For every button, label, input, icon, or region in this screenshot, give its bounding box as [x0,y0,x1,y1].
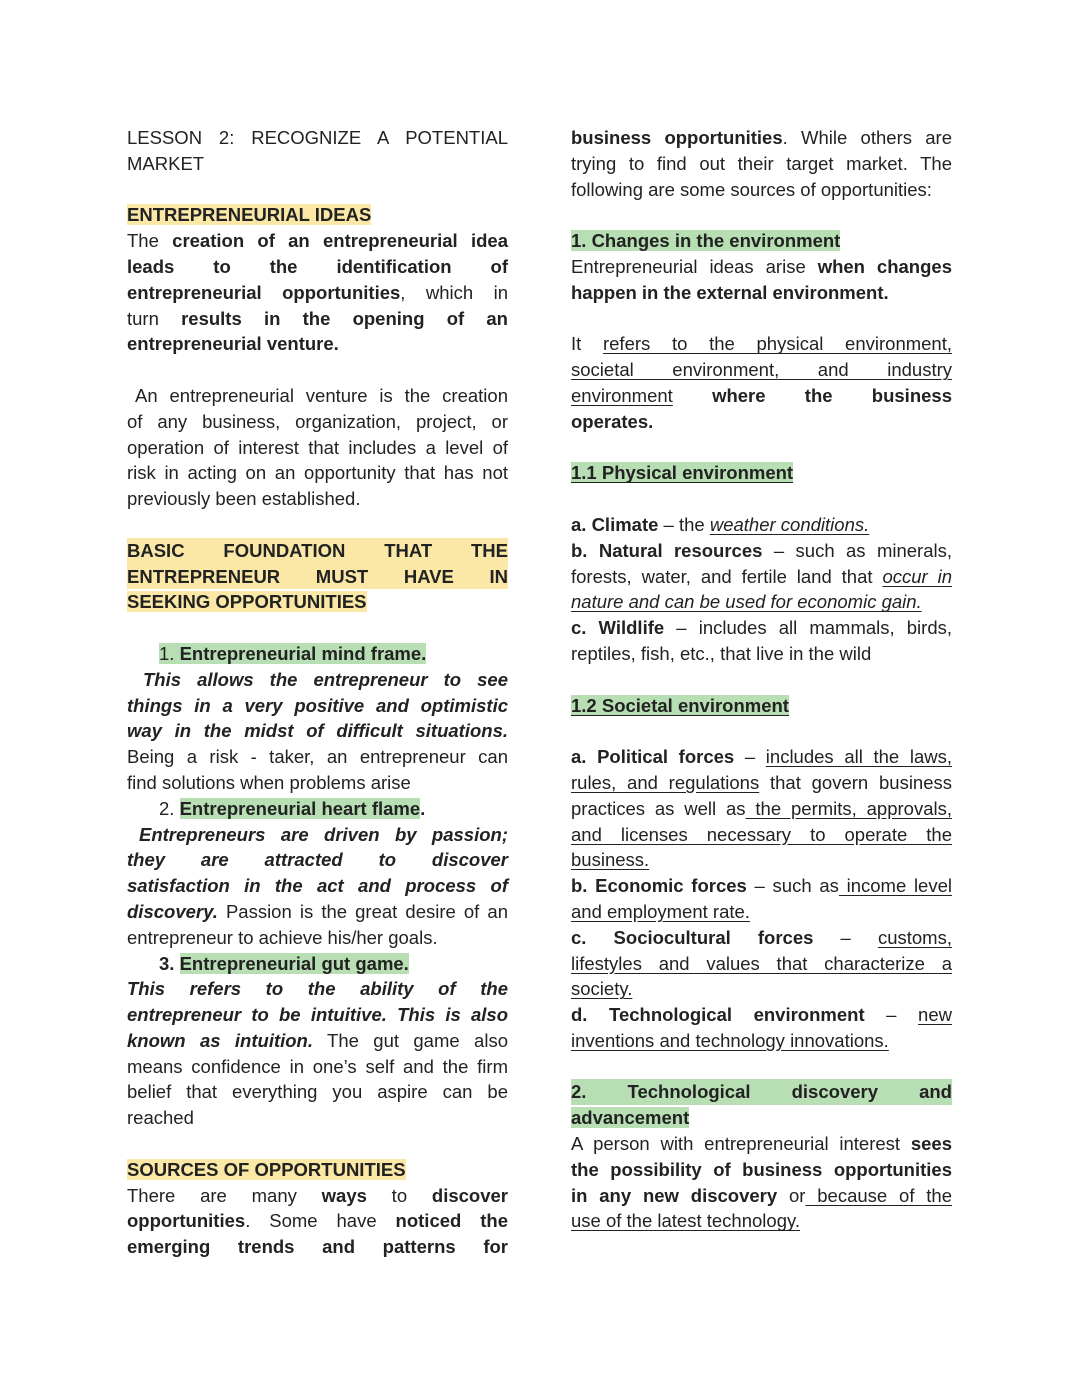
entrepreneurial-ideas-heading: ENTREPRENEURIAL IDEAS [127,204,372,226]
heart-flame-italic-2: they are attracted to discover [127,849,508,871]
gut-game-plain-3: reached [127,1107,194,1129]
left-column [127,125,508,1260]
refers-line-2: societal environment, and industry [571,359,952,381]
tech-line-2: the possibility of business opportunities [571,1158,952,1180]
sociocultural-forces-line-2: lifestyles and values that characterize a [571,952,952,974]
ideas-line-2: leads to the identification of [127,255,508,277]
tech-line-3: in any new discovery or because of the [571,1184,952,1206]
mind-frame-italic-3: way in the midst of difficult situations. [127,720,508,742]
tech-line-4: use of the latest technology. [571,1210,801,1232]
heart-flame-italic-3: satisfaction in the act and process of [127,875,508,897]
venture-line-4: risk in acting on an opportunity that has not [127,462,508,484]
changes-line-1: Entrepreneurial ideas arise when changes [571,255,952,277]
societal-env-heading: 1.2 Societal environment [571,694,789,716]
sources-heading: SOURCES OF OPPORTUNITIES [127,1158,406,1180]
mind-frame-title: 1. Entrepreneurial mind frame. [159,642,427,664]
heart-flame-mixed: discovery. Passion is the great desire of an [127,900,508,922]
sociocultural-forces-item: c. Sociocultural forces – customs, [571,926,952,948]
natural-resources-line-3: nature and can be used for economic gain. [571,591,922,613]
ideas-line-4: turn results in the opening of an [127,307,508,329]
gut-game-mixed: known as intuition. The gut game also [127,1029,508,1051]
political-forces-line-4: and licenses necessary to operate the [571,823,952,845]
natural-resources-item: b. Natural resources – such as minerals, [571,539,953,561]
natural-resources-line-2: forests, water, and fertile land that occur in [571,565,953,587]
refers-line-3: environment where the business [571,384,952,406]
refers-line-1: It refers to the physical environment, [571,333,952,355]
cont-line-1: business opportunities. While others are [571,127,952,148]
ideas-line-3: entrepreneurial opportunities, which in [127,281,508,303]
political-forces-line-3: practices as well as the permits, approvals, [571,797,952,819]
sources-line-2: opportunities. Some have noticed the [127,1210,508,1232]
venture-line-1: An entrepreneurial venture is the creation [135,384,508,406]
refers-line-4: operates. [571,410,654,432]
cont-line-2: trying to find out their target market. The [571,152,952,174]
foundation-heading-line-2: ENTREPRENEUR MUST HAVE IN [127,564,508,590]
mind-frame-italic-2: things in a very positive and optimistic [127,694,508,716]
technological-env-item: d. Technological environment – new [571,1004,952,1026]
political-forces-line-2: rules, and regulations that govern business [571,771,953,793]
venture-line-2: of any business, organization, project, or [127,410,508,432]
ideas-line-5: entrepreneurial venture. [127,333,339,355]
tech-line-1: A person with entrepreneurial interest sees [571,1133,952,1155]
foundation-heading-line-1: BASIC FOUNDATION THAT THE [127,538,508,564]
ideas-line-1: The creation of an entrepreneurial idea [127,230,508,252]
wildlife-item: c. Wildlife – includes all mammals, birds, [571,617,953,639]
changes-line-2: happen in the external environment. [571,281,889,303]
lesson-title-line-1: LESSON 2: RECOGNIZE A POTENTIAL [127,127,508,148]
right-column [571,125,952,1234]
gut-game-plain-1: means confidence in one’s self and the firm [127,1055,508,1077]
changes-heading: 1. Changes in the environment [571,230,841,252]
heart-flame-plain: entrepreneur to achieve his/her goals. [127,926,438,948]
economic-forces-line-2: and employment rate. [571,900,750,922]
sources-line-1: There are many ways to discover [127,1184,508,1206]
venture-line-3: operation of interest that includes a level of [127,436,508,458]
technological-env-line-2: inventions and technology innovations. [571,1029,889,1051]
gut-game-italic-2: entrepreneur to be intuitive. This is also [127,1004,508,1026]
venture-line-5: previously been established. [127,488,361,510]
mind-frame-italic-1: This allows the entrepreneur to see [143,668,508,690]
heart-flame-italic-1: Entrepreneurs are driven by passion; [139,823,508,845]
cont-line-3: following are some sources of opportunities: [571,178,932,200]
sources-line-3: emerging trends and patterns for [127,1236,508,1258]
political-forces-item: a. Political forces – includes all the laws, [571,746,952,768]
tech-discovery-heading-2: advancement [571,1107,690,1129]
tech-discovery-heading-1: 2. Technological discovery and [571,1079,952,1105]
gut-game-title: 3. Entrepreneurial gut game. [159,952,409,974]
mind-frame-plain-1: Being a risk - taker, an entrepreneur can [127,746,508,768]
gut-game-plain-2: belief that everything you aspire can be [127,1081,508,1103]
political-forces-line-5: business. [571,849,650,871]
heart-flame-title: 2. Entrepreneurial heart flame. [159,797,426,819]
gut-game-italic-1: This refers to the ability of the [127,978,508,1000]
foundation-heading-line-3: SEEKING OPPORTUNITIES [127,591,367,613]
wildlife-line-2: reptiles, fish, etc., that live in the wild [571,642,872,664]
sociocultural-forces-line-3: society. [571,978,633,1000]
mind-frame-plain-2: find solutions when problems arise [127,771,411,793]
climate-item: a. Climate – the weather conditions. [571,513,870,535]
physical-env-heading: 1.1 Physical environment [571,462,794,484]
lesson-title-line-2: MARKET [127,152,205,174]
economic-forces-item: b. Economic forces – such as income level [571,875,952,897]
